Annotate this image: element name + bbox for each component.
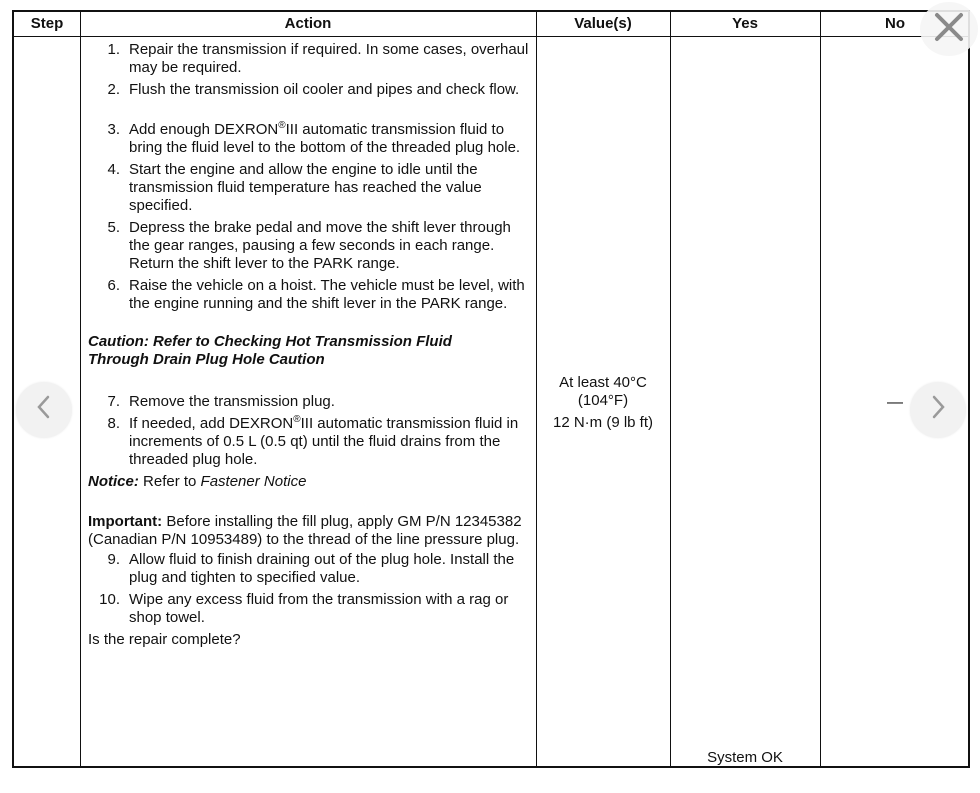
step-list: [88, 161, 530, 313]
header-divider: [14, 36, 968, 37]
header-step: Step: [30, 15, 64, 32]
close-icon: [933, 11, 965, 48]
list-item: 8. If needed, add DEXRON®III automatic transmission fluid in increments of 0.5 L (0.5 qt) until the fluid drains from the threaded plug hole.: [107, 414, 519, 468]
column-divider: [670, 12, 671, 766]
list-item: 10. Wipe any excess fluid from the transmission with a rag or shop towel.: [99, 591, 509, 626]
list-item: 3. Add enough DEXRON®III automatic transmission fluid to bring the fluid level to the bottom of the threaded plug hole.: [107, 120, 521, 156]
action-cell: [88, 41, 530, 649]
temperature-value: At least 40°C: [559, 374, 647, 391]
list-item: 7. Remove the transmission plug.: [107, 393, 335, 410]
list-item: 2. Flush the transmission oil cooler and pipes and check flow.: [107, 81, 520, 98]
step-list: [88, 551, 530, 627]
header-action: Action: [284, 15, 332, 32]
list-item: 6. Raise the vehicle on a hoist. The vehicle must be level, with the engine running and the shift lever in the PARK range.: [107, 277, 525, 312]
list-item: 5. Depress the brake pedal and move the shift lever through the gear ranges, pausing a few seconds in each range. Return the shift lever to the PARK range.: [107, 219, 511, 272]
header-yes: Yes: [732, 15, 758, 32]
step-list: [88, 393, 530, 469]
step-list: [88, 121, 530, 157]
header-no: No: [885, 15, 905, 32]
temperature-value-f: (104°F): [577, 392, 629, 409]
caution-text: Caution: Refer to Checking Hot Transmission Fluid Through Drain Plug Hole Caution: [88, 333, 452, 368]
close-button[interactable]: [920, 2, 978, 56]
important-text: Important: Before installing the fill plug, apply GM P/N 12345382 (Canadian P/N 10953489) to the thread of the line pressure plug.: [88, 513, 522, 548]
column-divider: [820, 12, 821, 766]
diagnostic-table: [12, 10, 970, 768]
list-item: 4. Start the engine and allow the engine to idle until the transmission fluid temperature has reached the value specified.: [107, 161, 482, 214]
question-text: Is the repair complete?: [88, 631, 241, 648]
values-cell: [536, 374, 670, 432]
yes-result: System OK: [707, 749, 783, 766]
chevron-left-icon: [33, 393, 55, 428]
header-values: Value(s): [574, 15, 632, 32]
chevron-right-icon: [927, 393, 949, 428]
column-divider: [80, 12, 81, 766]
torque-value: 12 N·m (9 lb ft): [552, 414, 654, 431]
no-result: —: [887, 394, 903, 411]
step-list: [88, 41, 530, 99]
next-button[interactable]: [910, 382, 966, 438]
notice-text: Notice: Refer to Fastener Notice: [88, 473, 307, 490]
list-item: 1. Repair the transmission if required. In some cases, overhaul may be required.: [107, 41, 529, 76]
list-item: 9. Allow fluid to finish draining out of the plug hole. Install the plug and tighten to specified value.: [107, 551, 515, 586]
prev-button[interactable]: [16, 382, 72, 438]
